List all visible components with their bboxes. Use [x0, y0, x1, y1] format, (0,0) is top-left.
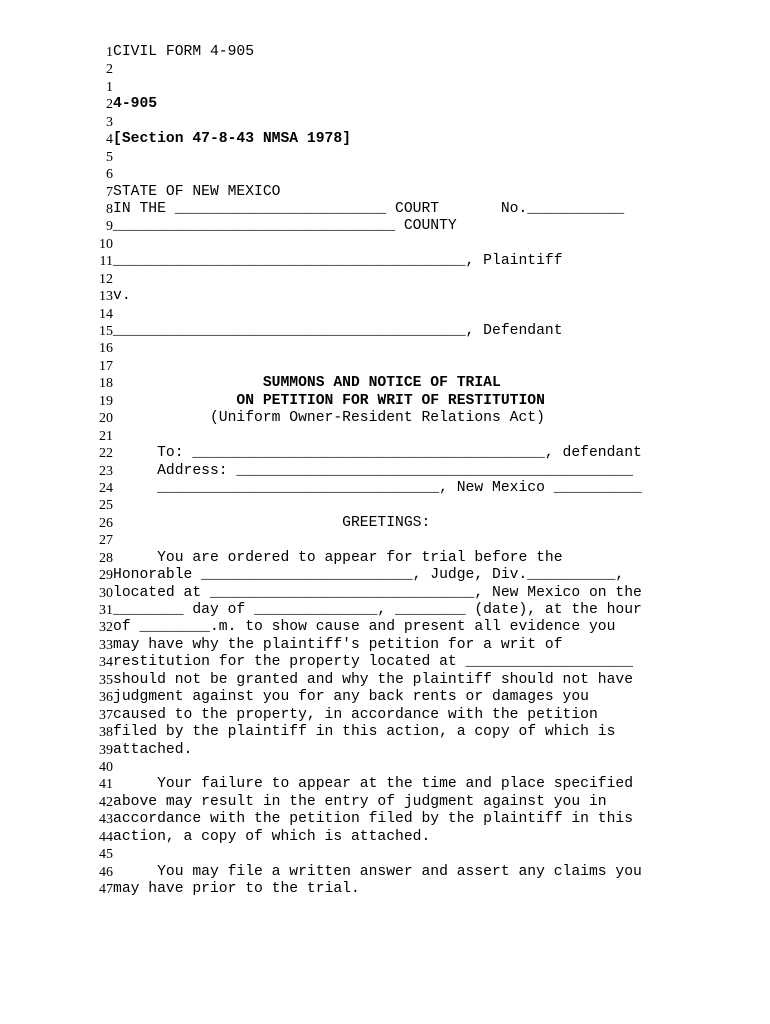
document-line: [0, 707, 770, 724]
line-text: (Uniform Owner-Resident Relations Act): [113, 410, 545, 427]
line-number: 47: [99, 882, 113, 897]
document-line: [0, 829, 770, 846]
document-line: [0, 445, 770, 462]
line-number: 11: [99, 254, 113, 270]
document-line: [0, 253, 770, 270]
line-number: 6: [106, 167, 113, 183]
line-number: 12: [99, 271, 113, 287]
line-number: 19: [99, 393, 113, 409]
document-line: [0, 288, 770, 305]
line-text: Address: _____________________________________________: [113, 462, 634, 479]
line-number: 23: [99, 463, 113, 479]
line-text: filed by the plaintiff in this action, a copy of which is: [113, 724, 616, 741]
line-text: accordance with the petition filed by the plaintiff in this: [113, 811, 634, 828]
line-number: 38: [99, 725, 113, 741]
line-text: You may file a written answer and assert any claims you: [113, 863, 642, 880]
line-text: action, a copy of which is attached.: [113, 828, 431, 845]
line-number: 9: [106, 219, 113, 235]
document-line: [0, 428, 770, 445]
line-number: 44: [99, 829, 113, 845]
line-text: ON PETITION FOR WRIT OF RESTITUTION: [113, 392, 545, 409]
line-number: 4: [106, 132, 113, 148]
line-text: attached.: [113, 741, 193, 758]
line-number: 43: [99, 812, 113, 828]
line-text: of ________.m. to show cause and present all evidence you: [113, 619, 616, 636]
document-line: [0, 497, 770, 514]
line-number: 37: [99, 707, 113, 723]
line-number: 32: [99, 620, 113, 636]
line-number: 16: [99, 341, 113, 357]
line-text: Your failure to appear at the time and place specified: [113, 776, 634, 793]
document-line: [0, 532, 770, 549]
document-line: [0, 689, 770, 706]
line-number: 31: [99, 603, 113, 618]
line-number: 22: [99, 446, 113, 462]
line-number: 15: [99, 324, 113, 339]
document-line: [0, 236, 770, 253]
document-line: [0, 811, 770, 828]
line-text: STATE OF NEW MEXICO: [113, 183, 281, 200]
line-number: 29: [99, 568, 113, 584]
document-line: [0, 79, 770, 96]
document-line: [0, 724, 770, 741]
line-number: 5: [106, 149, 113, 165]
document-line: [0, 567, 770, 584]
document-line: [0, 602, 770, 619]
document-line: [0, 358, 770, 375]
line-text: v.: [113, 288, 131, 305]
line-number: 1: [106, 79, 113, 95]
line-number: 33: [99, 637, 113, 653]
line-number: 10: [99, 236, 113, 252]
line-text: restitution for the property located at ___________________: [113, 654, 634, 671]
line-number: 39: [99, 742, 113, 758]
line-number: 24: [99, 480, 113, 496]
line-number: 2: [106, 97, 113, 113]
document-line: [0, 881, 770, 898]
line-number: 20: [99, 411, 113, 427]
line-number: 13: [99, 289, 113, 305]
line-text: located at ______________________________, New Mexico on the: [113, 584, 642, 601]
line-number: 36: [99, 690, 113, 706]
document-line: [0, 114, 770, 131]
line-number: 26: [99, 515, 113, 531]
document-line: [0, 515, 770, 532]
document-line: [0, 480, 770, 497]
line-text: ________________________________________, Plaintiff: [113, 253, 563, 270]
line-text: should not be granted and why the plaintiff should not have: [113, 671, 634, 688]
document-line: [0, 218, 770, 235]
line-text: above may result in the entry of judgment against you in: [113, 793, 607, 810]
document-line: [0, 375, 770, 392]
line-number: 27: [99, 533, 113, 549]
line-text: ________________________________ COUNTY: [113, 218, 457, 235]
document-line: [0, 44, 770, 61]
document-line: [0, 846, 770, 863]
document-line: [0, 201, 770, 218]
document-line: [0, 759, 770, 776]
line-number: 3: [106, 114, 113, 130]
document-line: [0, 306, 770, 323]
line-text: SUMMONS AND NOTICE OF TRIAL: [113, 375, 501, 392]
line-number: 34: [99, 655, 113, 671]
document-line: [0, 340, 770, 357]
line-number: 30: [99, 585, 113, 601]
document-line: [0, 410, 770, 427]
line-number: 25: [99, 498, 113, 514]
document-line: [0, 794, 770, 811]
line-text: may have why the plaintiff's petition for a writ of: [113, 636, 563, 653]
line-number: 42: [99, 794, 113, 810]
document-line: [0, 96, 770, 113]
line-text: IN THE ________________________ COURT No.___________: [113, 200, 625, 217]
document-line: [0, 654, 770, 671]
line-number: 1: [106, 45, 113, 60]
line-text: GREETINGS:: [113, 514, 431, 531]
document-line: [0, 672, 770, 689]
line-text: judgment against you for any back rents or damages you: [113, 689, 589, 706]
document-line: [0, 393, 770, 410]
line-number: 35: [99, 672, 113, 688]
document-page: [0, 44, 770, 898]
line-text: ________ day of ______________, ________ (date), at the hour: [113, 602, 642, 618]
line-number: 2: [106, 62, 113, 78]
document-line: [0, 131, 770, 148]
document-line: [0, 585, 770, 602]
line-number: 41: [99, 777, 113, 793]
document-line: [0, 864, 770, 881]
line-number: 21: [99, 428, 113, 444]
line-text: Honorable ________________________, Judge, Div.__________,: [113, 567, 625, 584]
document-line: [0, 149, 770, 166]
document-line: [0, 323, 770, 340]
line-number: 46: [99, 864, 113, 880]
line-number: 7: [106, 184, 113, 200]
line-text: [Section 47-8-43 NMSA 1978]: [113, 131, 351, 148]
line-text: You are ordered to appear for trial before the: [113, 549, 563, 566]
line-number: 17: [99, 358, 113, 374]
line-text: 4-905: [113, 96, 158, 113]
line-text: ________________________________________, Defendant: [113, 323, 563, 339]
document-line: [0, 637, 770, 654]
document-line: [0, 463, 770, 480]
document-line: [0, 184, 770, 201]
document-line: [0, 619, 770, 636]
document-line: [0, 742, 770, 759]
line-number: 40: [99, 759, 113, 775]
line-number: 28: [99, 550, 113, 566]
line-number: 8: [106, 201, 113, 217]
line-text: ________________________________, New Mexico __________: [113, 479, 642, 496]
line-text: may have prior to the trial.: [113, 881, 360, 897]
document-line: [0, 271, 770, 288]
line-number: 18: [99, 376, 113, 392]
document-line: [0, 776, 770, 793]
document-line: [0, 166, 770, 183]
line-text: CIVIL FORM 4-905: [113, 44, 255, 60]
document-line: [0, 61, 770, 78]
line-text: caused to the property, in accordance with the petition: [113, 706, 598, 723]
line-number: 14: [99, 306, 113, 322]
document-line: [0, 550, 770, 567]
line-text: To: ________________________________________, defendant: [113, 445, 642, 462]
line-number: 45: [99, 847, 113, 863]
